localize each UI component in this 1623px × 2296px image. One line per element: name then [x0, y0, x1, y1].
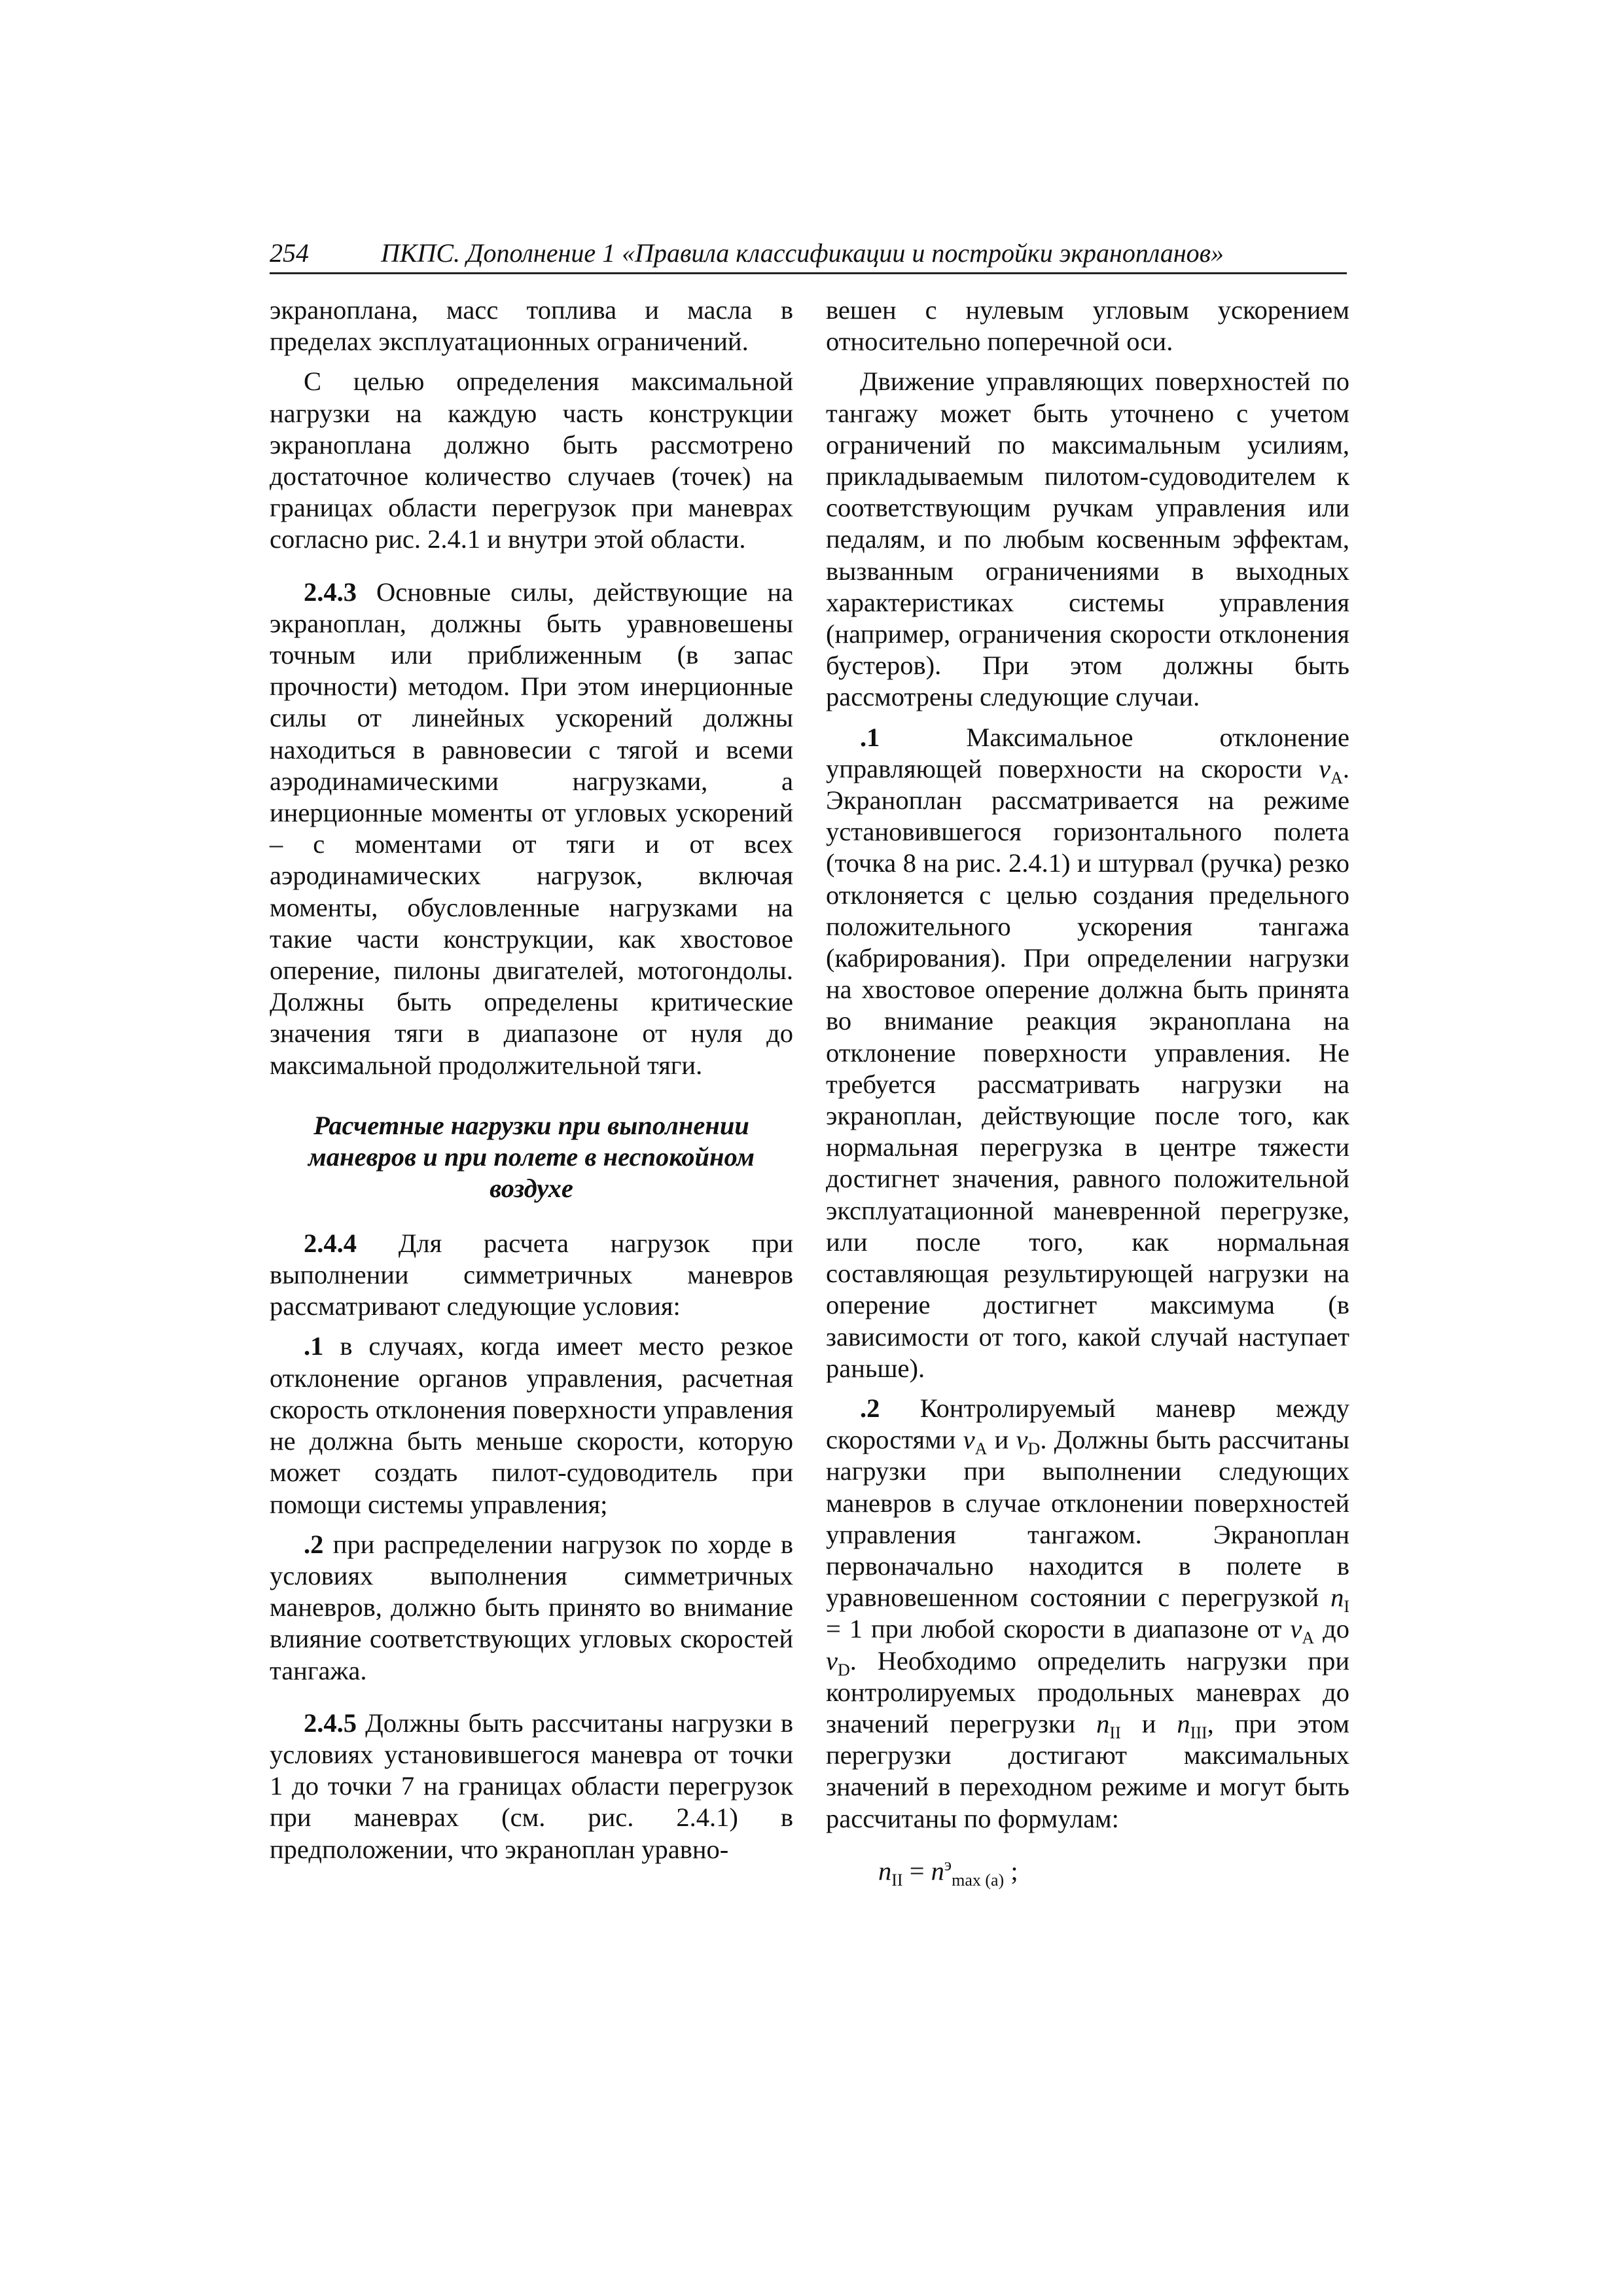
section-2-4-5 [270, 1708, 793, 1865]
case-text: . Экраноплан рассматривается на режиме установившегося горизонтального полета (точка 8 на рис. 2.4.1) и штурвал (ручка) резко отклоняется с целью создания предельного положительного ускорения тангажа (кабрирования). При определении нагрузки на хвостовое оперение должна быть принята во внимание реакция экраноплана на отклонение поверхности управления. Не требуется рассматривать нагрузки на экраноплан, действующие после того, как нормальная перегрузка в центре тяжести достигнет значения, равного положительной эксплуатационной маневренной перегрузке, или после того, как нормальная составляющая результирующей нагрузки на оперение достигнет максимума (в зависимости от того, какой случай наступает раньше). [826, 753, 1349, 1383]
page-number: 254 [270, 238, 309, 268]
variable-n: n [1177, 1708, 1190, 1738]
section-number: 2.4.4 [304, 1228, 357, 1258]
item-text: в случаях, когда имеет место резкое отклонение органов управления, расчетная скорость отклонения поверхности управления не должна быть меньше скорости, которую может создать пилот-судоводитель при помощи системы управления; [270, 1331, 793, 1519]
section-text: Должны быть рассчитаны нагрузки в условиях установившегося маневра от точки 1 до точки 7 на границах области перегрузок при маневрах (см. рис. 2.4.1) в предположении, что экраноплан уравно- [270, 1708, 793, 1864]
equals-sign: = [902, 1856, 931, 1886]
formula-tail: ; [1004, 1856, 1018, 1886]
case-text: . Необходимо определить нагрузки при контролируемых продольных маневрах до значений перегрузки [826, 1645, 1349, 1738]
subsection-heading: Расчетные нагрузки при выполнении маневров и при полете в неспокойном воздухе [308, 1110, 755, 1203]
formula-lhs: n [878, 1856, 892, 1886]
page-header [270, 237, 1347, 274]
right-column [826, 295, 1349, 1890]
item-text: при распределении нагрузок по хорде в условиях выполнения симметричных маневров, должно быть принято во внимание влияние соответствующих угловых скоростей тангажа. [270, 1529, 793, 1685]
subscript: II [891, 1870, 903, 1890]
case-text: = 1 при любой скорости в диапазоне от [826, 1614, 1291, 1644]
case-number: .1 [860, 722, 880, 752]
case-number: .2 [860, 1393, 880, 1423]
list-item-2 [270, 1529, 793, 1687]
subscript: D [837, 1660, 850, 1679]
paragraph-max-load: С целью определения максимальной нагрузки на каждую часть конструкции экраноплана должно быть рассмотрено достаточное количество случаев (точек) на границах области перегрузок при маневрах согласно рис. 2.4.1 и внутри этой области. [270, 367, 793, 554]
subscript: A [974, 1439, 988, 1459]
case-text: и [1120, 1708, 1177, 1738]
section-text: Основные силы, действующие на экраноплан, должны быть уравновешены точным или приближенным (в запас прочности) методом. При этом инерционные силы от линейных ускорений должны находиться в равновесии с тягой и всеми аэродинамическими нагрузками, а инерционные моменты от угловых ускорений – с моментами от тяги и от всех аэродинамических нагрузок, включая моменты, обусловленные нагрузками на такие части конструкции, как хвостовое оперение, пилоны двигателей, мотогондолы. Должны быть определены критические значения тяги в диапазоне от нуля до максимальной продолжительной тяги. [270, 577, 793, 1080]
subscript: II [1109, 1723, 1121, 1743]
subscript: A [1302, 1628, 1315, 1648]
paragraph-continuation: экраноплана, масс топлива и масла в пределах эксплуатационных ограничений. [270, 295, 793, 357]
section-text: Для расчета нагрузок при выполнении симметричных маневров рассматривают следующие условия: [270, 1228, 793, 1321]
variable-n: n [1330, 1583, 1344, 1613]
case-text: и [987, 1425, 1016, 1455]
formula-rhs: n [931, 1856, 944, 1886]
case-text: Контролируемый маневр между скоростями [826, 1393, 1349, 1455]
variable-n: n [1096, 1708, 1110, 1738]
case-text: . Должны быть рассчитаны нагрузки при выполнении следующих маневров в случае отклонении поверхностей управления тангажом. Экраноплан первоначально находится в полете в уравновешенном состоянии с перегрузкой [826, 1425, 1349, 1613]
item-number: .2 [304, 1529, 324, 1559]
case-1 [826, 722, 1349, 1384]
case-text: Максимальное отклонение управляющей поверхности на скорости [826, 722, 1349, 783]
superscript: э [944, 1855, 952, 1874]
section-2-4-3 [270, 577, 793, 1081]
paragraph-control-surfaces: Движение управляющих поверхностей по тангажу может быть уточнено с учетом ограничений по максимальным усилиям, прикладываемым пилотом-судоводителем к соответствующим ручкам управления или педалям, и по любым косвенным эффектам, вызванным ограничениями в выходных характеристиках системы управления (например, ограничения скорости отклонения бустеров). При этом должны быть рассмотрены следующие случаи. [826, 367, 1349, 712]
list-item-1 [270, 1331, 793, 1520]
case-2 [826, 1393, 1349, 1835]
subscript: D [1027, 1439, 1041, 1459]
variable-v: v [1016, 1425, 1028, 1455]
subscript: A [1330, 768, 1343, 787]
formula-n2 [878, 1855, 1349, 1890]
item-number: .1 [304, 1331, 324, 1361]
case-text: , при этом перегрузки достигают максимальных значений в переходном режиме и могут быть рассчитаны по формулам: [826, 1708, 1349, 1833]
subscript: max (a) [952, 1870, 1005, 1890]
variable-v: v [1290, 1614, 1302, 1644]
variable-v: v [1319, 753, 1331, 783]
subscript: I [1344, 1597, 1349, 1617]
case-text: до [1314, 1614, 1349, 1644]
paragraph-continuation: вешен с нулевым угловым ускорением относительно поперечной оси. [826, 295, 1349, 357]
section-number: 2.4.5 [304, 1708, 357, 1738]
variable-v: v [963, 1425, 975, 1455]
subscript: III [1190, 1723, 1207, 1743]
left-column [270, 295, 793, 1865]
section-number: 2.4.3 [304, 577, 357, 607]
section-2-4-4 [270, 1228, 793, 1323]
variable-v: v [826, 1645, 838, 1676]
running-title: ПКПС. Дополнение 1 «Правила классификации и постройки экранопланов» [381, 238, 1224, 268]
